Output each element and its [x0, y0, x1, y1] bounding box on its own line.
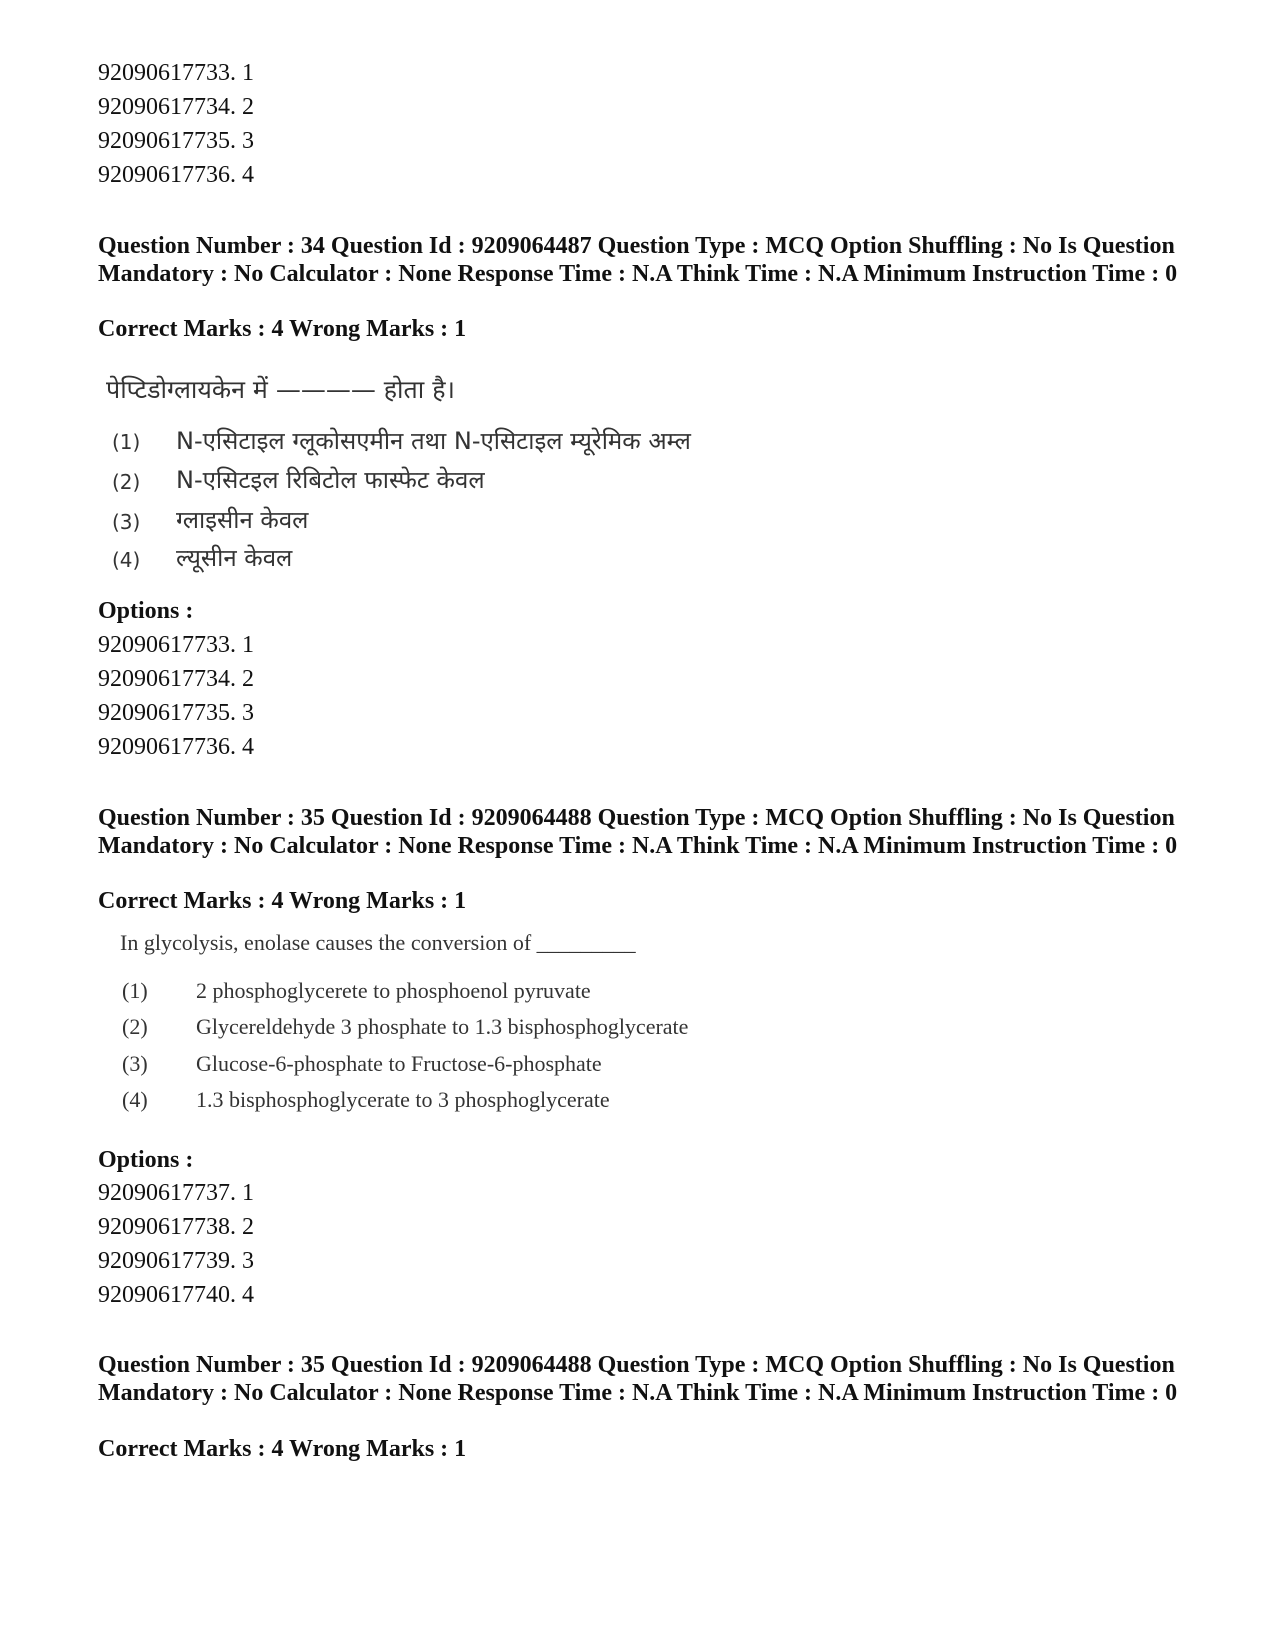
- question-35-stem: In glycolysis, enolase causes the conversion of _________: [120, 930, 636, 955]
- question-34-stem: पेप्टिडोग्लायकेन में ———— होता है।: [106, 375, 455, 404]
- question-34-choice-text: ग्लाइसीन केवल: [176, 506, 309, 534]
- option-item: 92090617733. 1: [98, 632, 254, 658]
- question-35-choice-text: Glucose-6-phosphate to Fructose-6-phosphate: [196, 1051, 602, 1076]
- option-item: 92090617740. 4: [98, 1282, 254, 1308]
- question-34-header: Question Number : 34 Question Id : 9209064487 Question Type : MCQ Option Shuffling : No Is Question Mandatory : No Calculator : None Response Time : N.A Think Time : N.A Minimum Instruction Time : 0: [98, 233, 1178, 287]
- option-item: 92090617735. 3: [98, 700, 254, 726]
- question-35-choice-text: 2 phosphoglycerete to phosphoenol pyruvate: [196, 978, 591, 1003]
- option-item: 92090617735. 3: [98, 128, 254, 154]
- question-35-choice-num: (3): [122, 1051, 148, 1076]
- question-34-choice-num: (2): [112, 470, 141, 494]
- question-35b-header: Question Number : 35 Question Id : 9209064488 Question Type : MCQ Option Shuffling : No Is Question Mandatory : No Calculator : None Response Time : N.A Think Time : N.A Minimum Instruction Time : 0: [98, 1352, 1178, 1406]
- question-34-choice-text: N-एसिटइल रिबिटोल फास्फेट केवल: [176, 466, 485, 494]
- question-35-options-list: [98, 1176, 254, 1312]
- question-35b-marks: Correct Marks : 4 Wrong Marks : 1: [98, 1436, 467, 1462]
- question-34-choice-num: (4): [112, 548, 141, 572]
- question-35-marks: Correct Marks : 4 Wrong Marks : 1: [98, 888, 467, 914]
- question-35-choice-num: (1): [122, 978, 148, 1003]
- question-34-choice-num: (1): [112, 430, 141, 454]
- question-34-choice-text: ल्यूसीन केवल: [176, 544, 293, 572]
- question-35-choice-num: (2): [122, 1014, 148, 1039]
- option-item: 92090617733. 1: [98, 60, 254, 86]
- option-item: 92090617734. 2: [98, 666, 254, 692]
- question-34-options-title: Options :: [98, 598, 194, 624]
- question-35-choice-text: 1.3 bisphosphoglycerate to 3 phosphoglycerate: [196, 1087, 610, 1112]
- question-34-choice-num: (3): [112, 510, 141, 534]
- question-35-options-title: Options :: [98, 1147, 194, 1173]
- option-item: 92090617734. 2: [98, 94, 254, 120]
- question-34-marks: Correct Marks : 4 Wrong Marks : 1: [98, 316, 467, 342]
- option-item: 92090617739. 3: [98, 1248, 254, 1274]
- option-item: 92090617737. 1: [98, 1180, 254, 1206]
- option-item: 92090617736. 4: [98, 734, 254, 760]
- option-item: 92090617736. 4: [98, 162, 254, 188]
- question-34-choice-text: N-एसिटाइल ग्लूकोसएमीन तथा N-एसिटाइल म्यूरेमिक अम्ल: [176, 427, 691, 455]
- option-item: 92090617738. 2: [98, 1214, 254, 1240]
- question-35-header: Question Number : 35 Question Id : 9209064488 Question Type : MCQ Option Shuffling : No Is Question Mandatory : No Calculator : None Response Time : N.A Think Time : N.A Minimum Instruction Time : 0: [98, 805, 1178, 859]
- question-35-choice-text: Glycereldehyde 3 phosphate to 1.3 bisphosphoglycerate: [196, 1014, 689, 1039]
- top-options-list: [98, 56, 254, 192]
- question-35-choice-num: (4): [122, 1087, 148, 1112]
- question-34-options-list: [98, 628, 254, 764]
